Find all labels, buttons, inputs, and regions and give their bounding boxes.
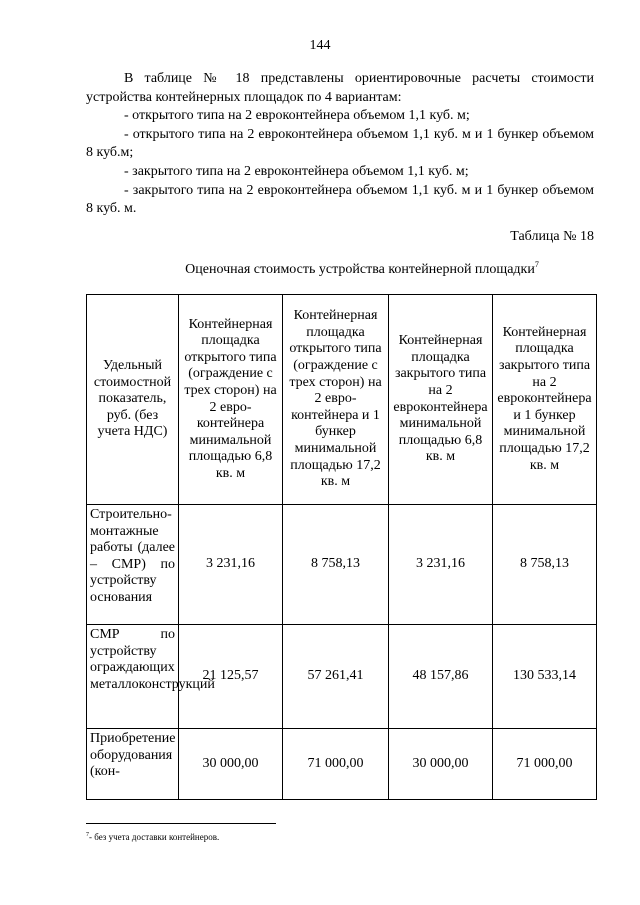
intro-paragraph: В таблице № 18 представлены ориентировочные расчеты стоимости устройства контейнерных площадок по 4 вариантам:: [86, 71, 594, 105]
row-label: Строительно-монтажные работы (далее – СМР) по устройству основания: [87, 505, 179, 625]
table-row: [87, 625, 597, 729]
header-cell-open-2: Контейнерная площадка открытого типа (ограждение с трех сторон) на 2 евро-контейнера минимальной площадью 6,8 кв. м: [179, 295, 283, 505]
table-title: [0, 260, 640, 278]
table-cell: 48 157,86: [389, 625, 493, 729]
table-cell: 21 125,57: [179, 625, 283, 729]
row-label: [87, 729, 179, 800]
table-title-text: Оценочная стоимость устройства контейнерной площадки: [185, 262, 535, 277]
table-cell: 71 000,00: [283, 729, 389, 800]
header-cell-indicator: Удельный стоимостной показатель, руб. (без учета НДС): [87, 295, 179, 505]
table-cell: 71 000,00: [493, 729, 597, 800]
list-item: - закрытого типа на 2 евроконтейнера объемом 1,1 куб. м и 1 бункер объемом 8 куб. м.: [86, 182, 594, 217]
footnote-mark: 7: [534, 260, 539, 269]
table-row: [87, 505, 597, 625]
row-label: СМР по устройству ограждающих металлоконструкций: [87, 625, 179, 729]
table-cell: 57 261,41: [283, 625, 389, 729]
table-cell: 8 758,13: [283, 505, 389, 625]
footnote-text: - без учета доставки контейнеров.: [89, 832, 220, 842]
header-cell-closed-2: Контейнерная площадка закрытого типа на 2 евроконтейнера минимальной площадью 6,8 кв. м: [389, 295, 493, 505]
list-item: - открытого типа на 2 евроконтейнера объемом 1,1 куб. м и 1 бункер объемом 8 куб.м;: [86, 126, 594, 161]
table-number: Таблица № 18: [510, 229, 594, 244]
list-item: - закрытого типа на 2 евроконтейнера объемом 1,1 куб. м;: [124, 163, 469, 179]
header-cell-open-2-bunker: Контейнерная площадка открытого типа (ограждение с трех сторон) на 2 евро-контейнера и 1 бункер минимальной площадью 17,2 кв. м: [283, 295, 389, 505]
intro-text: [86, 70, 594, 219]
table-cell: 8 758,13: [493, 505, 597, 625]
list-item: - открытого типа на 2 евроконтейнера объемом 1,1 куб. м;: [124, 108, 470, 124]
page-number: 144: [309, 38, 331, 53]
table-cell: 130 533,14: [493, 625, 597, 729]
header-cell-closed-2-bunker: Контейнерная площадка закрытого типа на 2 евроконтейнера и 1 бункер минимальной площадью 17,2 кв. м: [493, 295, 597, 505]
row-label-text: Приобретение оборудования (кон-: [90, 731, 175, 780]
footnote-divider: [86, 823, 276, 824]
table-cell: 3 231,16: [389, 505, 493, 625]
table-cell: 3 231,16: [179, 505, 283, 625]
table-header-row: [87, 295, 597, 505]
table-cell: 30 000,00: [179, 729, 283, 800]
table-row: [87, 729, 597, 800]
footnote-number: 7: [86, 832, 89, 838]
footnote: [86, 832, 219, 842]
cost-table: [86, 294, 597, 800]
table-cell: 30 000,00: [389, 729, 493, 800]
